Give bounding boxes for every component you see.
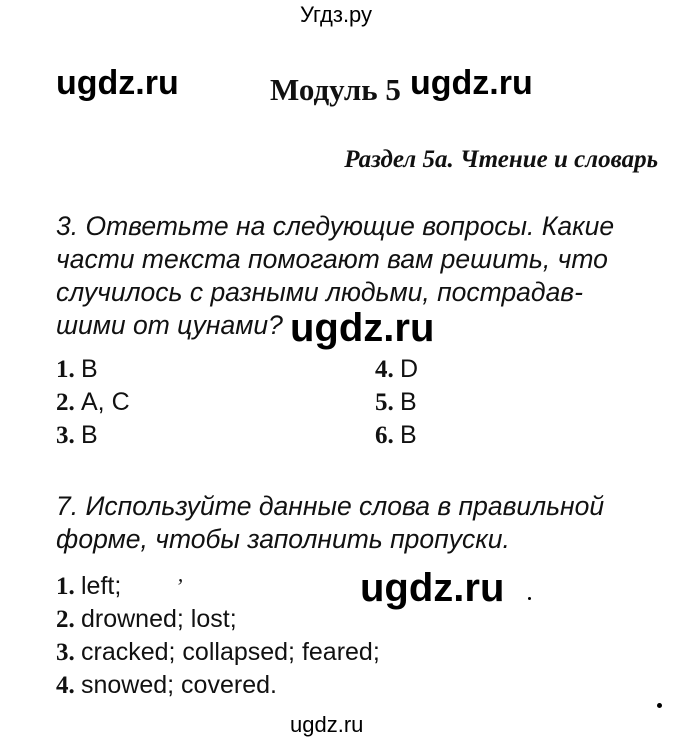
watermark-lower: ugdz.ru bbox=[360, 566, 505, 610]
task7-answers bbox=[56, 570, 380, 702]
task3-answers-left bbox=[56, 353, 130, 452]
answer-row: 6. B bbox=[375, 421, 417, 449]
watermark-mid: ugdz.ru bbox=[290, 306, 435, 350]
answer-row: 4. snowed; covered. bbox=[56, 671, 277, 699]
task3-line: шими от цунами? bbox=[56, 310, 283, 340]
answer-row: 2. A, C bbox=[56, 388, 130, 416]
task3-line: случилось с разными людьми, пострадав- bbox=[56, 277, 583, 307]
stray-dot bbox=[528, 597, 531, 600]
answer-row: 3. B bbox=[56, 421, 98, 449]
task3-line: 3. Ответьте на следующие вопросы. Какие bbox=[56, 211, 615, 241]
answer-row: 2. drowned; lost; bbox=[56, 605, 237, 633]
answer-row: 3. cracked; collapsed; feared; bbox=[56, 638, 380, 666]
answer-row: 5. B bbox=[375, 388, 417, 416]
stray-dot bbox=[657, 703, 662, 708]
watermark-top: Угдз.ру bbox=[300, 2, 373, 27]
task7-line: 7. Используйте данные слова в правильной bbox=[56, 491, 605, 521]
task3-line: части текста помогают вам решить, что bbox=[56, 244, 608, 274]
section-title: Раздел 5а. Чтение и словарь bbox=[344, 146, 658, 173]
answer-row: 4. D bbox=[375, 355, 419, 383]
task7-question bbox=[56, 490, 622, 556]
answer-row: 1. B bbox=[56, 355, 98, 383]
task7-line: форме, чтобы заполнить пропуски. bbox=[56, 524, 510, 554]
watermark-bottom: ugdz.ru bbox=[290, 712, 364, 737]
stray-mark: ʼ bbox=[175, 574, 183, 599]
module-title: Модуль 5 bbox=[270, 72, 401, 107]
task3-answers-right bbox=[375, 353, 418, 452]
watermark-title-right: ugdz.ru bbox=[410, 64, 533, 102]
watermark-left: ugdz.ru bbox=[56, 64, 179, 102]
answer-row: 1. left; ʼ bbox=[56, 572, 183, 600]
